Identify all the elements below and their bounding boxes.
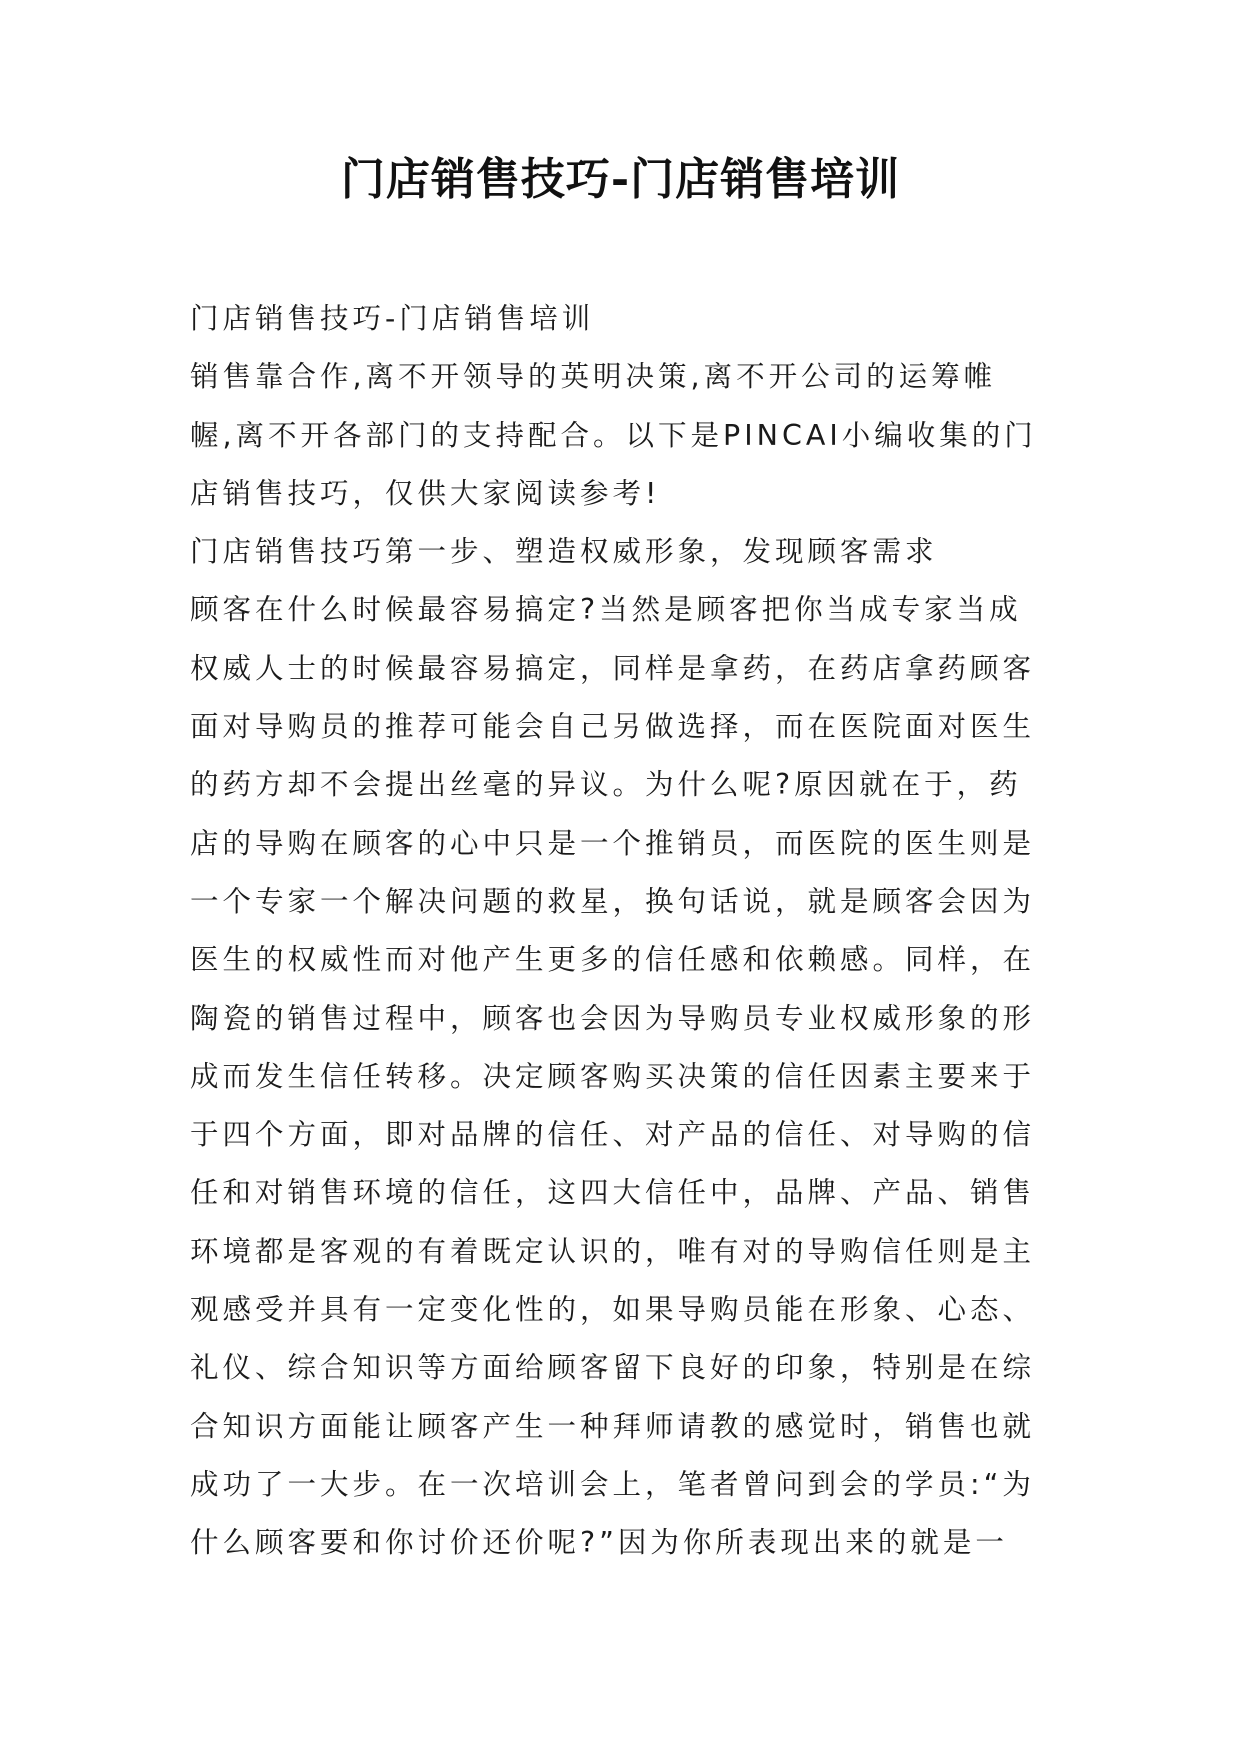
body-line: 什么顾客要和你讨价还价呢?”因为你所表现出来的就是一 <box>190 1526 1008 1560</box>
body-line: 成而发生信任转移。决定顾客购买决策的信任因素主要来于 <box>190 1059 1036 1093</box>
body-line: 一个专家一个解决问题的救星，换句话说，就是顾客会因为 <box>190 884 1036 918</box>
document-body <box>190 290 1055 1573</box>
body-line: 的药方却不会提出丝毫的异议。为什么呢?原因就在于，药 <box>190 768 1022 802</box>
document-title: 门店销售技巧-门店销售培训 <box>340 154 901 205</box>
body-line: 合知识方面能让顾客产生一种拜师请教的感觉时，销售也就 <box>190 1409 1036 1443</box>
body-line: 权威人士的时候最容易搞定，同样是拿药，在药店拿药顾客 <box>190 651 1036 685</box>
body-line: 观感受并具有一定变化性的，如果导购员能在形象、心态、 <box>190 1293 1036 1327</box>
body-line: 于四个方面，即对品牌的信任、对产品的信任、对导购的信 <box>190 1118 1036 1152</box>
body-line: 幄,离不开各部门的支持配合。以下是PINCAI小编收集的门 <box>190 418 1037 452</box>
body-line: 陶瓷的销售过程中，顾客也会因为导购员专业权威形象的形 <box>190 1001 1036 1035</box>
body-line: 面对导购员的推荐可能会自己另做选择，而在医院面对医生 <box>190 710 1036 744</box>
body-line: 门店销售技巧第一步、塑造权威形象，发现顾客需求 <box>190 535 938 569</box>
body-line: 顾客在什么时候最容易搞定?当然是顾客把你当成专家当成 <box>190 593 1022 627</box>
body-line: 医生的权威性而对他产生更多的信任感和依赖感。同样，在 <box>190 943 1036 977</box>
body-line: 礼仪、综合知识等方面给顾客留下良好的印象，特别是在综 <box>190 1351 1036 1385</box>
body-line: 门店销售技巧-门店销售培训 <box>190 302 595 335</box>
body-line: 成功了一大步。在一次培训会上，笔者曾问到会的学员:“为 <box>190 1467 1035 1501</box>
body-line: 店的导购在顾客的心中只是一个推销员，而医院的医生则是 <box>190 826 1036 860</box>
body-line: 环境都是客观的有着既定认识的，唯有对的导购信任则是主 <box>190 1234 1036 1268</box>
body-line: 任和对销售环境的信任，这四大信任中，品牌、产品、销售 <box>190 1176 1036 1210</box>
body-line: 店销售技巧，仅供大家阅读参考! <box>190 476 661 510</box>
body-line: 销售靠合作,离不开领导的英明决策,离不开公司的运筹帷 <box>190 360 997 394</box>
